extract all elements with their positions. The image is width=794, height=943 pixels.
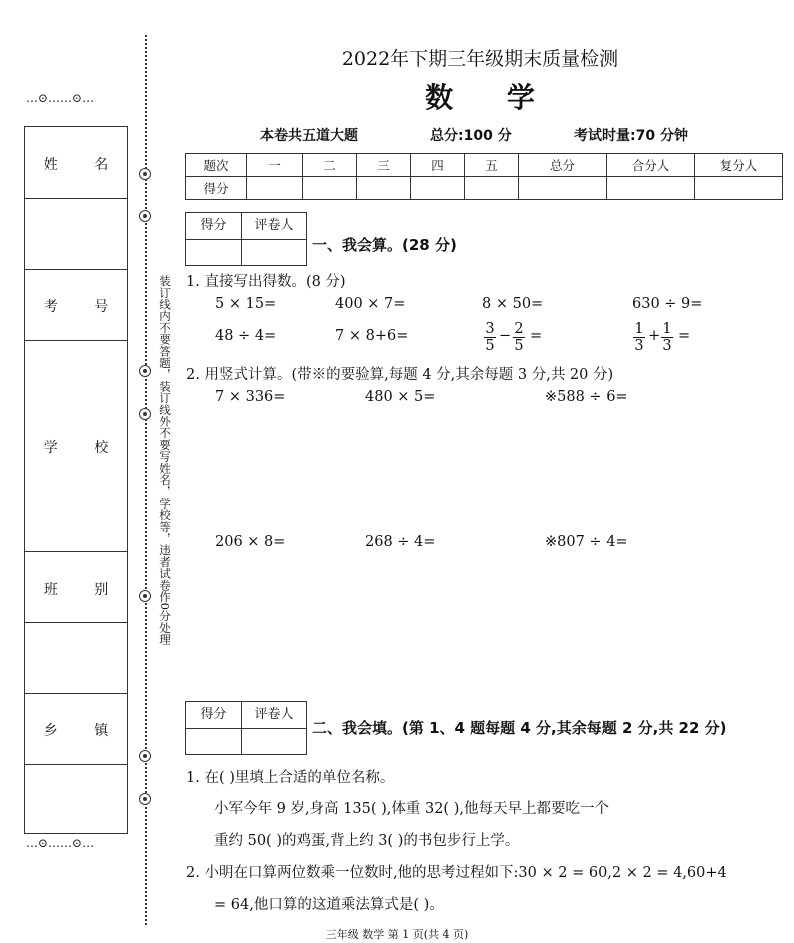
- expression: 48 ÷ 4=: [215, 328, 277, 344]
- meta-time: 考试时量:70 分钟: [574, 128, 688, 144]
- expression: 5 × 15=: [215, 296, 277, 312]
- grader-box: [185, 212, 307, 266]
- table-cell: 一: [247, 154, 303, 177]
- numerator: 1: [634, 321, 644, 337]
- grader-score-label: 得分: [200, 707, 227, 722]
- table-cell: 四: [411, 154, 465, 177]
- subject-title: 数 学: [425, 81, 557, 114]
- equals: =: [678, 328, 691, 344]
- score-input-cell[interactable]: [465, 177, 519, 200]
- section2-title: 二、我会填。(第 1、4 题每题 4 分,其余每题 2 分,共 22 分): [312, 719, 727, 737]
- expression: ※807 ÷ 4=: [545, 534, 628, 550]
- divider: [25, 693, 127, 694]
- fraction: [484, 321, 496, 354]
- grader-score-label: 得分: [200, 218, 227, 233]
- grader-label: 评卷人: [254, 707, 294, 722]
- operator: −: [499, 328, 512, 344]
- binding-circle-icon: [139, 168, 151, 180]
- meta-sections: 本卷共五道大题: [260, 128, 358, 144]
- table-row: [186, 177, 783, 200]
- question-text-line: 重约 50( )的鸡蛋,背上约 3( )的书包步行上学。: [214, 833, 520, 849]
- divider: [25, 198, 127, 199]
- table-cell: 总分: [519, 154, 607, 177]
- label-exam-number: 考 号: [43, 299, 125, 315]
- numerator: 2: [514, 321, 524, 337]
- section1-title: 一、我会算。(28 分): [312, 236, 457, 254]
- denominator: 5: [485, 338, 495, 354]
- table-cell: 二: [303, 154, 357, 177]
- binding-circle-icon: [139, 365, 151, 377]
- table-cell: 三: [357, 154, 411, 177]
- question-2-1: 1. 在( )里填上合适的单位名称。: [186, 770, 395, 786]
- numerator: 1: [662, 321, 672, 337]
- question-1-1: 1. 直接写出得数。(8 分): [186, 274, 346, 290]
- sidebar-dots-bottom: …⊙……⊙…: [26, 836, 95, 850]
- denominator: 5: [514, 338, 524, 354]
- expression: ※588 ÷ 6=: [545, 389, 628, 405]
- table-cell: 合分人: [607, 154, 695, 177]
- score-input-cell[interactable]: [247, 177, 303, 200]
- table-row: [186, 154, 783, 177]
- divider: [25, 622, 127, 623]
- divider: [25, 269, 127, 270]
- expression: 8 × 50=: [482, 296, 544, 312]
- question-2-2: 2. 小明在口算两位数乘一位数时,他的思考过程如下:30 × 2 = 60,2 × 2 = 4,60+4: [186, 865, 727, 881]
- fraction: [513, 321, 525, 354]
- expression: 268 ÷ 4=: [365, 534, 436, 550]
- divider: [25, 764, 127, 765]
- equals: =: [530, 328, 543, 344]
- binding-circle-icon: [139, 210, 151, 222]
- divider: [186, 239, 306, 240]
- score-table: [185, 153, 783, 200]
- grader-label: 评卷人: [254, 218, 294, 233]
- table-cell: 复分人: [695, 154, 783, 177]
- expression: 630 ÷ 9=: [632, 296, 703, 312]
- label-school: 学 校: [43, 440, 125, 456]
- expression: 7 × 8+6=: [335, 328, 409, 344]
- binding-circle-icon: [139, 793, 151, 805]
- score-input-cell[interactable]: [411, 177, 465, 200]
- divider: [186, 728, 306, 729]
- denominator: 3: [634, 338, 644, 354]
- question-text-line: = 64,他口算的这道乘法算式是( )。: [214, 897, 444, 913]
- table-cell: 五: [465, 154, 519, 177]
- label-town: 乡 镇: [43, 723, 125, 739]
- binding-note: 装订线内不要答题，装订线外不要写姓名，学校等，违者试卷作0分处理: [158, 275, 172, 646]
- expression: 400 × 7=: [335, 296, 406, 312]
- score-input-cell[interactable]: [303, 177, 357, 200]
- divider: [25, 551, 127, 552]
- table-cell: 题次: [186, 154, 247, 177]
- denominator: 3: [662, 338, 672, 354]
- expression: 480 × 5=: [365, 389, 436, 405]
- sidebar-dots-top: …⊙……⊙…: [26, 91, 95, 105]
- score-input-cell[interactable]: [695, 177, 783, 200]
- question-1-2: 2. 用竖式计算。(带※的要验算,每题 4 分,其余每题 3 分,共 20 分): [186, 367, 614, 383]
- fraction: [633, 321, 645, 354]
- expression: 7 × 336=: [215, 389, 286, 405]
- binding-circle-icon: [139, 590, 151, 602]
- meta-total: 总分:100 分: [430, 128, 512, 144]
- expression: 206 × 8=: [215, 534, 286, 550]
- binding-circle-icon: [139, 408, 151, 420]
- student-info-box: [24, 126, 128, 834]
- table-cell: 得分: [186, 177, 247, 200]
- score-input-cell[interactable]: [607, 177, 695, 200]
- fraction: [661, 321, 673, 354]
- grader-box: [185, 701, 307, 755]
- binding-circle-icon: [139, 750, 151, 762]
- operator: +: [648, 328, 661, 344]
- question-text-line: 小军今年 9 岁,身高 135( ),体重 32( ),他每天早上都要吃一个: [214, 801, 609, 817]
- page-footer: 三年级 数学 第 1 页(共 4 页): [325, 928, 469, 941]
- label-name: 姓 名: [43, 157, 125, 173]
- numerator: 3: [485, 321, 495, 337]
- score-input-cell[interactable]: [357, 177, 411, 200]
- exam-title: 2022年下期三年级期末质量检测: [341, 48, 619, 70]
- score-input-cell[interactable]: [519, 177, 607, 200]
- label-class: 班 别: [43, 582, 125, 598]
- divider: [25, 340, 127, 341]
